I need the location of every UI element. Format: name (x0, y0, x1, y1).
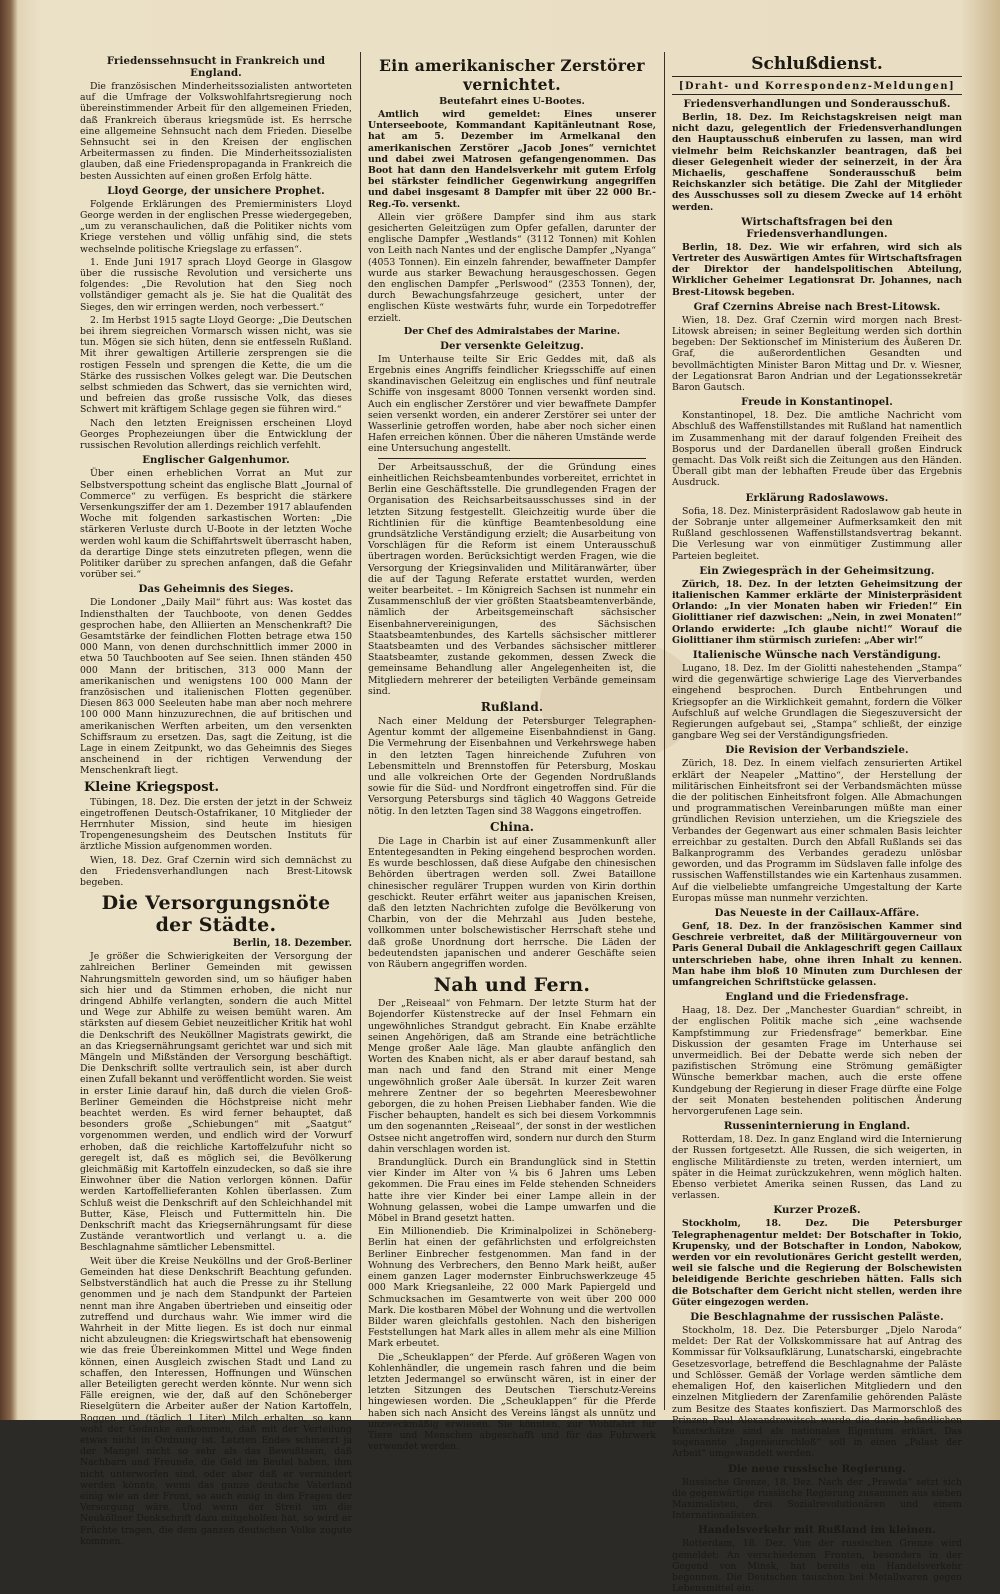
article-text: Lugano, 18. Dez. Im der Giolitti nahestehenden „Stampa“ wird die gegenwärtige schwierige Lage des Vierverbandes eingehend besprochen. Durch Entbehrungen und Kriegsopfer an die Wirklichkeit gemahnt, fordern die Völker Aufschluß auf welche Grundlagen die Siegeszuversicht der Regierungen aufgebaut sei, „Stampa“ schließt, der einzige gangbare Weg sei der Verständigungsfrieden. (672, 662, 962, 742)
article-text: Im Unterhause teilte Sir Eric Geddes mit, daß als Ergebnis eines Angriffs feindlicher Kriegsschiffe auf einen skandinavischen Geleitzug ein englisches und fünf neutrale Schiffe von insgesamt 8000 Tonnen versenkt worden sind. Auch ein englischer Zerstörer und vier bewaffnete Dampfer seien versenkt worden, ein anderer Zerstörer sei unter der Wasserlinie getroffen worden, habe aber noch sicher einen Hafen erreichen können. Über die näheren Umstände werde eine Untersuchung angestellt. (368, 353, 656, 455)
headline: Freude in Konstantinopel. (741, 396, 893, 409)
column-rule (360, 52, 361, 1410)
headline: Italienische Wünsche nach Verständigung. (692, 648, 942, 661)
subheadline: Beutefahrt eines U-Bootes. (439, 96, 585, 107)
headline: Das Neueste in der Caillaux-Affäre. (714, 906, 920, 919)
headline: Die neue russische Regierung. (728, 1462, 906, 1475)
column-rule (664, 52, 665, 1410)
article-text: Die Londoner „Daily Mail“ führt aus: Was kostet das Indiensthalten der Tauchboote, von denen Geddes gesprochen habe, den Alliierten an Menschenkraft? Die Gesamtstärke der feindlichen Flotten betrage etwa 150 000 Mann, von denen durchschnittlich immer 2000 in etwa 50 Tauchbooten auf See seien. Ihnen ständen 450 000 Mann der britischen, 313 000 Mann der amerikanischen und wenigstens 100 000 Mann der französischen und italienischen Flotten gegenüber. Diesen 863 000 Seeleuten habe man aber noch mehrere 100 000 Mann hinzuzurechnen, die auf britischen und amerikanischen Werften arbeiten, um den versenkten Schiffsraum zu ersetzen. Das, sagt die Zeitung, ist die Lage in einem Zeitpunkt, wo das Geheimnis des Sieges anscheinend in der richtigen Verwendung der Menschenkraft liegt. (80, 597, 352, 777)
page-edge-left (0, 0, 18, 1420)
headline: Ein Zwiegespräch in der Geheimsitzung. (699, 564, 935, 577)
article-text: Brandunglück. Durch ein Brandunglück sind in Stettin vier Kinder im Alter von ¼ bis 6 Jahren ums Leben gekommen. Die Frau eines im Felde stehenden Schneiders hatte ihre vier Kinder bei einer Lampe allein in der Wohnung gelassen, wobei die Lampe umwarfen und die Möbel in Brand gesetzt hatten. (368, 1157, 656, 1225)
feature-headline: Ein amerikanischer Zerstörer vernichtet. (379, 56, 645, 94)
headline: Graf Czernins Abreise nach Brest-Litowsk. (693, 300, 941, 313)
article-text: Rotterdam, 18. Dez. Von der russischen Grenze wird gemeldet: An verschiedenen Fronten, besonders in der Gegend von Minsk, hat bereits ein Handelsverkehr begonnen. Die Deutschen tauschen bei Metallwaren gegen Lebensmittel ein. (672, 1538, 962, 1594)
signature: Der Chef des Admiralstabes der Marine. (403, 325, 621, 337)
headline: Lloyd George, der unsichere Prophet. (107, 184, 325, 197)
section-heading: Kleine Kriegspost. (84, 779, 220, 795)
article-text: Weit über die Kreise Neuköllns und der Groß-Berliner Gemeinden hat diese Denkschrift Beachtung gefunden. Selbstverständlich hat auch die Presse zu ihr Stellung genommen und je nach dem Standpunkt der Parteien nennt man ihre Angaben übertrieben und einseitig oder zutreffend und durchaus wahr. Wie immer wird die Wahrheit in der Mitte liegen. Es ist doch nur einmal nicht abzuleugnen: die Kriegswirtschaft hat ebensowenig wie das freie Übereinkommen Mittel und Wege finden können, einen Ausgleich zwischen Stadt und Land zu schaffen, den Interessen, Hoffnungen und Wünschen aller Beteiligten gerecht werden könnte. Nur wenn sich Fälle ereignen, wie der, daß auf den Schöneberger Rieselgütern die Arbeiter außer der Nation Kartoffeln, Roggen und (täglich 1 Liter) Milch erhalten, so kann wohl der Gedanke aufkommen, daß mit der Verteilung etwas nicht in Ordnung ist. Letzten Endes schmerzt ja der Mangel nicht so sehr als das Bewußtsein, daß Nachbarn und Freunde, die Geld im Beutel haben, ihm nicht unterworfen sind, oder aber daß er vermindert werden könnte, wenn das ganze deutsche Vaterland einig wie an der Front, so auch einig in den Fragen der Versorgung wäre. Und wenn der Streit um die Neuköllner Denkschrift dazu mitgeholfen hat, so wird er Früchte tragen, die dem ganzen deutschen Volke zugute kommen. (80, 1255, 352, 1547)
article-text: Nach einer Meldung der Petersburger Telegraphen-Agentur kommt der allgemeine Eisenbahndienst in Gang. Die Vermehrung der Eisenbahnen und Verkehrswege haben in den letzten Tagen hinreichende Zufuhren von Lebensmitteln und Brennstoffen für Petersburg, Moskau und alle volkreichen Orte der Gegenden Nordrußlands sowie für die Süd- und Nordfront eingetroffen sind. Für die Versorgung Petersburgs sind täglich 40 Waggons Getreide nötig. In den letzten Tagen sind 38 Waggons eingetroffen. (368, 715, 656, 817)
article-text: Genf, 18. Dez. In der französischen Kammer sind Geschreie verbreitet, daß der Militärgouverneur von Paris General Dubail die Anklageschrift gegen Caillaux unterschrieben habe, ohne ihren Inhalt zu kennen. Man habe ihm bloß 10 Minuten zum Durchlesen der umfangreichen Schriftstücke gelassen. (672, 920, 962, 988)
headline: Kurzer Prozeß. (773, 1204, 861, 1217)
article-text: Die französischen Minderheitssozialisten antworteten auf die Umfrage der Volkswohlfahrtsregierung noch übereinstimmender Arbeit für den allgemeinen Frieden, daß Frankreich überaus kriegsmüde ist. Es herrsche eine allgemeine Sehnsucht nach dem Frieden. Dieselbe Sehnsucht sei in den Kreisen der englischen Arbeitermassen zu finden. Die Minderheitssozialisten glauben, daß eine Friedenspropaganda in Frankreich die besten Aussichten auf einen großen Erfolg hätte. (80, 81, 352, 182)
article-text: Je größer die Schwierigkeiten der Versorgung der zahlreichen Berliner Gemeinden mit gewissen Nahrungsmitteln geworden sind, um so häufiger haben sich hier und da Stimmen erhoben, die nicht nur dringend Abhilfe verlangten, sondern die auch Mittel und Wege zur Abhilfe zu weisen bemüht waren. Am stärksten auf diesem Gebiet neuzeitlicher Kritik hat wohl die Denkschrift des Neuköllner Magistrats gewirkt, die an das Kriegsernährungsamt gerichtet war und sich mit Mängeln und Mißständen der Versorgung beschäftigt. Die Denkschrift sollte vertraulich sein, ist aber durch einen Zufall bekannt und veröffentlicht worden. Sie weist in erster Linie darauf hin, daß durch die vielen Groß-Berliner Gemeinden die Höchstpreise nicht mehr beachtet werden. Es wird ferner behauptet, daß besonders große „Schiebungen“ mit „Saatgut“ vorgenommen werden, und endlich wird der Vorwurf erhoben, daß die reichliche Kartoffelzufuhr nicht so geregelt ist, daß es möglich sei, die Bevölkerung gleichmäßig mit Kartoffeln einzudecken, so daß sie ihre Einwohner über die Nation verlorgen können. Dafür werden Kartoffellieferanten Kohlen überlassen. Zum Schluß weist die Denkschrift auf den Schleichhandel mit Butter, Käse, Fleisch und Futtermitteln hin. Die Denkschrift macht das Kriegsernährungsamt für diese Zustände verantwortlich und verlangt u. a. die Beschlagnahme sämtlicher Lebensmittel. (80, 951, 352, 1254)
headline: Rußland. (480, 699, 544, 714)
divider (378, 458, 646, 459)
article-text: Wien, 18. Dez. Graf Czernin wird sich demnächst zu den Friedensverhandlungen nach Brest-Litowsk begeben. (80, 854, 352, 888)
column-middle (368, 52, 656, 1453)
article-text: Konstantinopel, 18. Dez. Die amtliche Nachricht vom Abschluß des Waffenstillstandes mit Rußland hat namentlich im Zusammenhang mit der darauf folgenden Freiheit des Bosporus und der Dardanellen überall großen Eindruck gemacht. Das Volk reißt sich die Zeitungen aus den Händen. Überall gibt man der lebhaften Freude über das Ergebnis Ausdruck. (672, 410, 962, 489)
dateline: Berlin, 18. Dezember. (232, 938, 352, 950)
article-text: Der Arbeitsausschuß, der die Gründung eines einheitlichen Reichsbeamtenbundes vorbereitet, errichtet in Berlin eine Geschäftsstelle. Die grundlegenden Fragen der Organisation des Reichsarbeitsausschusses sind in der letzten Sitzung festgestellt. Gleichzeitig wurde über die Richtlinien für die künftige Beamtenbesoldung eine grundsätzliche Verständigung erzielt; die Ausarbeitung von Vorschlägen für die Reform ist einem Unterausschuß übertragen worden. Berücksichtigt werden Fragen, wie die Versorgung der Kriegsinvaliden und Militäranwärter, über die auf der Tagung Referate erstattet wurden, werden weiter bearbeitet. – Im Königreich Sachsen ist nunmehr ein Zusammenschluß der vier größten Staatsbeamtenverbände, nämlich der Arbeitsgemeinschaft sächsischer Eisenbahnervereinigungen, des Sächsischen Staatsbeamtenbundes, des Kartells sächsischer mittlerer Staatsbeamten und des Verbandes sächsischer mittlerer Staatsbeamter, zustande gekommen, dessen Zweck die gemeinsame Behandlung aller Angelegenheiten ist, die Mitgliedern mehrerer der beteiligten Verbände gemeinsam sind. (368, 461, 656, 697)
article-text: Allein vier größere Dampfer sind ihm aus stark gesicherten Geleitzügen zum Opfer gefallen, darunter der englische Dampfer „Westlands“ (3112 Tonnen) mit Kohlen von Leith nach Nantes und der englische Dampfer „Nyanga“ (4053 Tonnen). Ein einzeln fahrender, bewaffneter Dampfer wurde aus starker Bewachung herausgeschossen. Gegen den englischen Dampfer „Perlswood“ (2353 Tonnen), der, durch Bewachungsfahrzeuge gesichert, unter der englischen Küste westwärts fuhr, wurde ein Torpedotreffer erzielt. (368, 211, 656, 324)
article-text: Berlin, 18. Dez. Im Reichstagskreisen neigt man nicht dazu, gelegentlich der Friedensverhandlungen den Hauptausschuß einberufen zu lassen, man wird vielmehr beim Reichskanzler beantragen, daß bei dieser Gelegenheit wieder der seinerzeit, in der Ära Michaelis, geschaffene Sonderausschuß beim Reichskanzler sich betätige. Die Zahl der Mitglieder des Ausschusses soll zu diesem Zwecke auf 14 erhöht werden. (672, 112, 962, 213)
article-text: Tübingen, 18. Dez. Die ersten der jetzt in der Schweiz eingetroffenen Deutsch-Ostafrikaner, 10 Mitglieder der Herrnhuter Mission, sind heute im hiesigen Tropengenesungsheim des Deutschen Instituts für ärztliche Mission aufgenommen worden. (80, 796, 352, 853)
article-text: Sofia, 18. Dez. Ministerpräsident Radoslawow gab heute in der Sobranje unter allgemeiner Aufmerksamkeit den mit Rußland geschlossenen Waffenstillstandsvertrag bekannt. Die Verlesung war von einmütiger Zustimmung aller Parteien begleitet. (672, 505, 962, 562)
headline: Erklärung Radoslawows. (745, 491, 889, 504)
article-text: Der „Reiseaal“ von Fehmarn. Der letzte Sturm hat der Bojendorfer Küstenstrecke auf der Insel Fehmarn ein ungewöhnliches Strandgut gebracht. Ein Knabe erzählte seinen Angehörigen, daß am Strande eine beträchtliche Menge großer Aale läge. Man glaubte anfänglich den Worten des Knaben nicht, als er aber darauf bestand, sah man nach und fand den Strand mit einer Menge ungewöhnlich großer Aale übersät. In kurzer Zeit waren mehrere Zentner der so begehrten Meeresbewohner geborgen, die zu hohen Preisen Liebhaber fanden. Wie die Fischer behaupten, handelt es sich bei diesem Vorkommnis um den sogenannten „Reiseaal“, der sonst in der westlichen Ostsee nicht angetroffen wird, sondern nur durch den Sturm dahin verschlagen worden ist. (368, 998, 656, 1155)
feature-headline: Die Versorgungsnöte der Städte. (101, 892, 331, 937)
headline: Friedensverhandlungen und Sonderausschuß. (683, 98, 951, 110)
article-text: Haag, 18. Dez. Der „Manchester Guardian“ schreibt, in der englischen Politik mache sich „eine wachsende Kampfstimmung zur Friedensfrage“ bemerkbar. Eine Diskussion der gesamten Frage im Unterhause sei unvermeidlich. Bei der Debatte werde sich neben der pazifistischen Strömung eine Strömung gemäßigter Wünsche bemerkbar machen, auch die erste offene Kundgebung der Regierung in dieser Frage dürfte eine Folge der seit Monaten bestehenden politischen Änderung hervorgerufenen Lage sein. (672, 1005, 962, 1118)
article-text: Über einen erheblichen Vorrat an Mut zur Selbstverspottung scheint das englische Blatt „Journal of Commerce“ zu verfügen. Es bespricht die stärkere Versenkungsziffer der am 1. Dezember 1917 ablaufenden Woche mit folgenden sarkastischen Worten: „Die stärkeren Verluste durch U-Boote in der letzten Woche werden wohl kaum die Schiffahrtswelt überrascht haben, da derartige Dinge stets einzutreten pflegen, wenn die Politiker darüber zu sprechen anfangen, daß die Gefahr vorüber sei.“ (80, 468, 352, 581)
article-text: Amtlich wird gemeldet: Eines unserer Unterseeboote, Kommandant Kapitänleutnant Rose, hat am 5. Dezember im Armelkanal den amerikanischen Zerstörer „Jacob Jones“ vernichtet und dabei zwei Matrosen gefangengenommen. Das Boot hat dann den Handelsverkehr mit gutem Erfolg bei stärkster feindlicher Gegenwirkung angegriffen und dabei insgesamt 8 Dampfer mit über 22 000 Br.-Reg.-To. versenkt. (368, 109, 656, 210)
headline: England und die Friedensfrage. (725, 991, 909, 1004)
headline: Die Revision der Verbandsziele. (725, 744, 909, 757)
article-text: Zürich, 18. Dez. In einem vielfach zensurierten Artikel erklärt der Neapeler „Mattino“, der Herstellung der militärischen Einheitsfront sei der Verbandsmächten müsse die der politischen Einheitsfront folgen. Alle Abmachungen und programmatischen Vereinbarungen müßte man einer gründlichen Revision unterziehen, um die Kriegsziele des Verbandes der Gegenwart aus einer schmalen Basis leichter erreichbar zu gestalten. Durch den Abfall Rußlands sei das Balkanprogramm des Verbandes geradezu unlösbar geworden, und das Programm im Südslaven falle infolge des russischen Waffenstillstandes wie ein Kartenhaus zusammen. Auf die vielbeliebte umfangreiche Umgestaltung der Karte Europas müsse man nunmehr verzichten. (672, 758, 962, 904)
headline: Die Beschlagnahme der russischen Paläste. (690, 1311, 944, 1324)
article-text: Zürich, 18. Dez. In der letzten Geheimsitzung der italienischen Kammer erklärte der Ministerpräsident Orlando: „In vier Monaten haben wir Frieden!“ Ein Giolittianer rief dazwischen: „Nein, in zwei Monaten!“ Orlando erwiderte: „Ich glaube nicht!“ Worauf die Giolittianer ihm stürmisch zuriefen: „Aber wir!“ (672, 578, 962, 646)
article-text: Die Lage in Charbin ist auf einer Zusammenkunft aller Ententegesandten in Peking eingehend besprochen worden. Es wurde beschlossen, daß diese Aufgabe den chinesischen Behörden übertragen werden soll. Zwei Bataillone chinesischer regulärer Truppen wurden von Kirin dorthin geschickt. Reuter erfährt weiter aus japanischen Kreisen, daß den letzten Nachrichten zufolge die Bevölkerung von Charbin, von der die Mehrzahl aus Juden bestehe, vollkommen unter bolschewistischer Herrschaft stehe und daß große Unordnung dort herrsche. Die Läden der bedeutendsten japanischen und anderer Geschäfte seien von Räubern angegriffen worden. (368, 835, 656, 971)
headline: Wirtschaftsfragen bei den Friedensverhandlungen. (741, 215, 893, 240)
headline: Der versenkte Geleitzug. (440, 339, 584, 352)
article-text: 2. Im Herbst 1915 sagte Lloyd George: „Die Deutschen bei ihrem siegreichen Vormarsch wissen nicht, was sie tun. Mögen sie sich hüten, denn sie entfesseln Rußland. Mit ihrer gewaltigen Artillerie zersprengen sie die rostigen Fesseln und sprengen die Kette, die um die Stärke des russischen Volkes gelegt war. Die Deutschen selbst schmieden das Schwert, das sie vernichten wird, und befreien das große russische Volk, das dieses Schwert mit kräftigem Schlage gegen sie führen wird.“ (80, 314, 352, 416)
column-right (672, 52, 962, 1594)
headline: Das Geheimnis des Sieges. (138, 583, 294, 596)
article-text: Stockholm, 18. Dez. Die Petersburger Telegraphenagentur meldet: Der Botschafter in Tokio, Krupensky, und der Botschafter in London, Nabokow, werden vor ein revolutionäres Gericht gestellt werden, weil sie falsche und die Regierung der Bolschewisten beleidigende Berichte geschrieben hätten. Falls sich die Botschafter dem Gericht nicht stellen, werden ihre Güter eingezogen werden. (672, 1218, 962, 1308)
feature-headline: Nah und Fern. (433, 974, 591, 997)
headline: Handelsverkehr mit Rußland im kleinen. (698, 1524, 936, 1537)
article-text: Folgende Erklärungen des Premierministers Lloyd George werden in der englischen Presse wiedergegeben, „um zu veranschaulichen, daß die Politiker nichts vom Kriege verstehen und völlig unfähig sind, die stets wechselnde politische Kriegslage zu erfassen“. (80, 198, 352, 255)
headline: China. (489, 819, 535, 834)
headline: Russeninternierung in England. (723, 1120, 911, 1133)
headline: Englischer Galgenhumor. (142, 454, 290, 467)
article-text: Stockholm, 18. Dez. Die Petersburger „Djelo Naroda“ meldet: Der Rat der Volkskommissare hat auf Antrag des Kommissar für Volksaufklärung, Lunatscharski, eingebrachte Gesetzesvorlage, betreffend die Beschlagnahme der Paläste und Schlösser. Gemäß der Vorlage werden sämtliche dem ehemaligen Hof, den kaiserlichen Mitgliedern und den einzelnen Mitgliedern der Zarenfamilie gehörenden Paläste zum Besitze des Staates konfisziert. Das Marmorschloß des Prinzen Paul Alexandrowitsch wurde die darin befindlichen Kunstschätze sind als nationales Eigentum erklärt. Das sogenannte „Ingenieurschloß“ soll in einen „Palast der Arbeit“ umgewandelt werden. (672, 1325, 962, 1460)
section-masthead: Schlußdienst. (672, 54, 962, 77)
column-left (80, 52, 352, 1547)
headline: Friedenssehnsucht in Frankreich und England. (106, 55, 326, 79)
article-text: Die „Scheuklappen“ der Pferde. Auf größeren Wagen von Kohlenhändler, die ungemein rasch fahren und die beim letzten Jedermangel so erwünscht wären, ist in einer der letzten Sitzungen des Deutschen Tierschutz-Vereins hingewiesen worden. Die „Scheuklappen“ für die Pferde haben sich nach Ansicht des Vereins längst als unnütz und unzweckmäßig erwiesen. Sie könnten, zur Wohlfahrt für Tiere und Menschen abgeschafft und für das Fuhrwerk verwendet werden. (368, 1351, 656, 1453)
article-text: Wien, 18. Dez. Graf Czernin wird morgen nach Brest-Litowsk abreisen; in seiner Begleitung werden sich dorthin begeben: Der Sektionschef im Ministerium des Äußeren Dr. Graf, die außerordentlichen Gesandten und bevollmächtigten Minister Baron Mittag und Dr. v. Wiesner, der Legationsrat Baron Andrian und der Legationssekretär Baron Gautsch. (672, 314, 962, 394)
article-text: Rotterdam, 18. Dez. In ganz England wird die Internierung der Russen fortgesetzt. Alle Russen, die sich weigerten, in englische Militärdienste zu treten, werden interniert, um später in die Heimat zurückzukehren, wenn möglich halten. Ebenso verbietet Amerika seinen Russen, das Land zu verlassen. (672, 1134, 962, 1202)
article-text: Russische Grenze, 18. Dez. Nach der „Prawda“ setzt sich die gegenwärtige russische Regierung zusammen aus sieben Maximalisten, drei Sozialrevolutionären und einem Internationalisten. (672, 1476, 962, 1522)
section-subtitle: [Draht- und Korrespondenz-Meldungen] (672, 81, 962, 95)
article-text: 1. Ende Juni 1917 sprach Lloyd George in Glasgow über die russische Revolution und versicherte uns folgendes: „Die Revolution hat den Sieg noch vollständiger gemacht als je. Sie hat die Qualität des Sieges, den wir erringen werden, noch verbessert.“ (80, 256, 352, 313)
article-text: Berlin, 18. Dez. Wie wir erfahren, wird sich als Vertreter des Auswärtigen Amtes für Wirtschaftsfragen der Direktor der handelspolitischen Abteilung, Wirklicher Geheimer Legationsrat Dr. Johannes, nach Brest-Litowsk begeben. (672, 241, 962, 298)
article-text: Ein Millionendieb. Die Kriminalpolizei in Schöneberg-Berlin hat einen der gefährlichsten und erfolgreichsten Berliner Einbrecher festgenommen. Man fand in der Wohnung des Verbrechers, den Benno Mark heißt, außer einem ganzen Lager modernster Einbruchswerkzeuge 45 000 Mark Kriegsanleihe, 22 000 Mark Papiergeld und Schmucksachen im Gesamtwerte von weit über 200 000 Mark. Die kostbaren Möbel der Wohnung und die wertvollen Bilder waren gleichfalls gestohlen. Nach den bisherigen Feststellungen hat Mark alles in allem mehr als eine Million Mark erbeutet. (368, 1226, 656, 1350)
article-text: Nach den letzten Ereignissen erscheinen Lloyd Georges Prophezeiungen über die Entwicklung der russischen Revolution allerdings reichlich verfehlt. (80, 417, 352, 452)
